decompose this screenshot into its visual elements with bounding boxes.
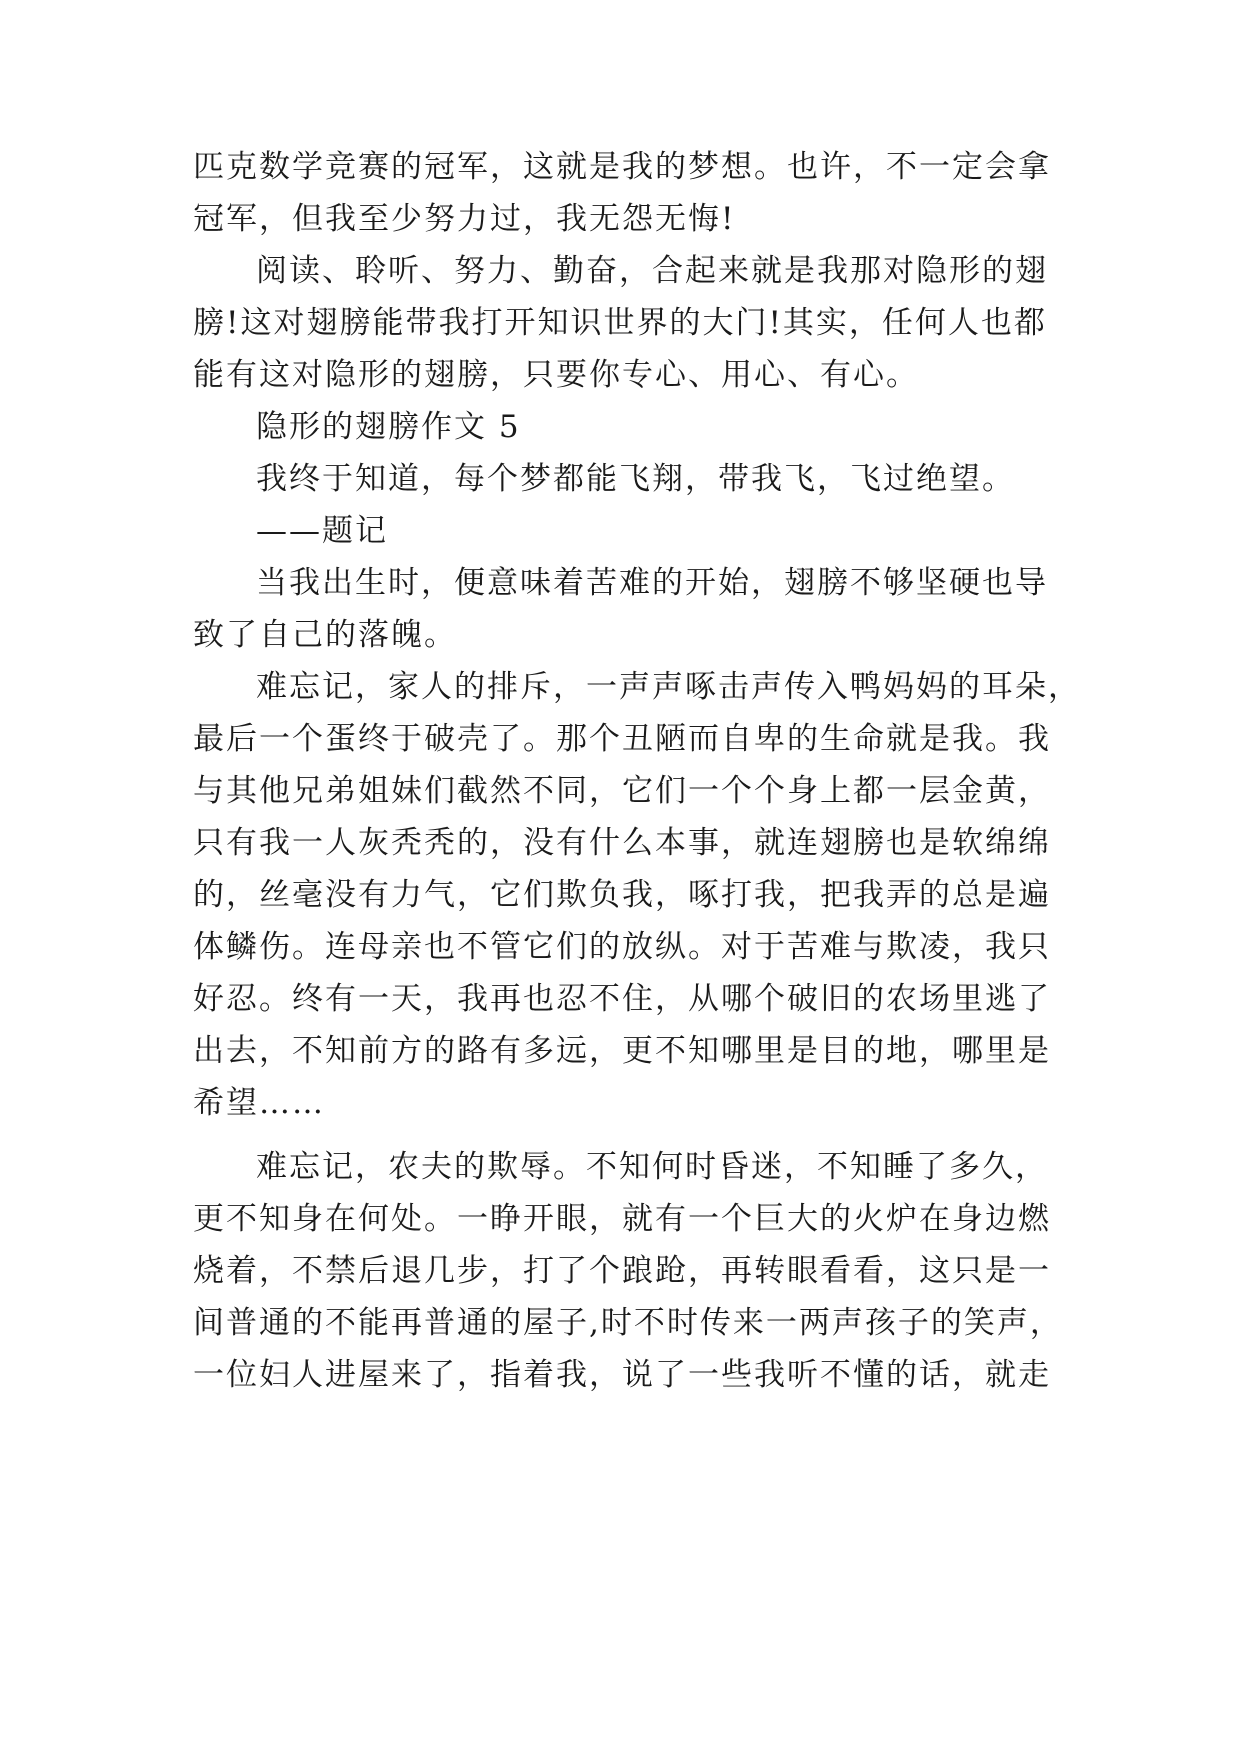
text-line: 膀!这对翅膀能带我打开知识世界的大门!其实，任何人也都: [193, 305, 1047, 341]
paragraph-start-line: 难忘记，农夫的欺辱。不知何时昏迷，不知睡了多久，: [256, 1149, 1048, 1185]
text-line: 好忍。终有一天，我再也忍不住，从哪个破旧的农场里逃了: [193, 981, 1051, 1017]
section-heading: 隐形的翅膀作文 5: [256, 409, 521, 445]
epigraph-attribution: ——题记: [256, 513, 388, 549]
paragraph-start-line: 阅读、聆听、努力、勤奋，合起来就是我那对隐形的翅: [256, 253, 1048, 289]
text-line: 最后一个蛋终于破壳了。那个丑陋而自卑的生命就是我。我: [193, 721, 1051, 757]
text-line: 间普通的不能再普通的屋子,时不时传来一两声孩子的笑声，: [193, 1305, 1063, 1341]
text-line: 冠军，但我至少努力过，我无怨无悔!: [193, 201, 736, 237]
text-line: 匹克数学竞赛的冠军，这就是我的梦想。也许，不一定会拿: [193, 149, 1051, 185]
epigraph-line: 我终于知道，每个梦都能飞翔，带我飞，飞过绝望。: [256, 461, 1015, 497]
text-line: 与其他兄弟姐妹们截然不同，它们一个个身上都一层金黄，: [193, 773, 1051, 809]
text-line: 出去，不知前方的路有多远，更不知哪里是目的地，哪里是: [193, 1033, 1051, 1069]
text-line: 能有这对隐形的翅膀，只要你专心、用心、有心。: [193, 357, 919, 393]
text-line: 致了自己的落魄。: [193, 617, 457, 653]
text-line: 烧着，不禁后退几步，打了个踉跄，再转眼看看，这只是一: [193, 1253, 1051, 1289]
paragraph-start-line: 当我出生时，便意味着苦难的开始，翅膀不够坚硬也导: [256, 565, 1048, 601]
text-line: 希望……: [193, 1085, 325, 1121]
text-line: 体鳞伤。连母亲也不管它们的放纵。对于苦难与欺凌，我只: [193, 929, 1051, 965]
text-line: 更不知身在何处。一睁开眼，就有一个巨大的火炉在身边燃: [193, 1201, 1051, 1237]
text-line: 的，丝毫没有力气，它们欺负我，啄打我，把我弄的总是遍: [193, 877, 1051, 913]
paragraph-start-line: 难忘记，家人的排斥，一声声啄击声传入鸭妈妈的耳朵，: [256, 669, 1081, 705]
text-line: 只有我一人灰秃秃的，没有什么本事，就连翅膀也是软绵绵: [193, 825, 1051, 861]
text-line: 一位妇人进屋来了，指着我，说了一些我听不懂的话，就走: [193, 1357, 1051, 1393]
